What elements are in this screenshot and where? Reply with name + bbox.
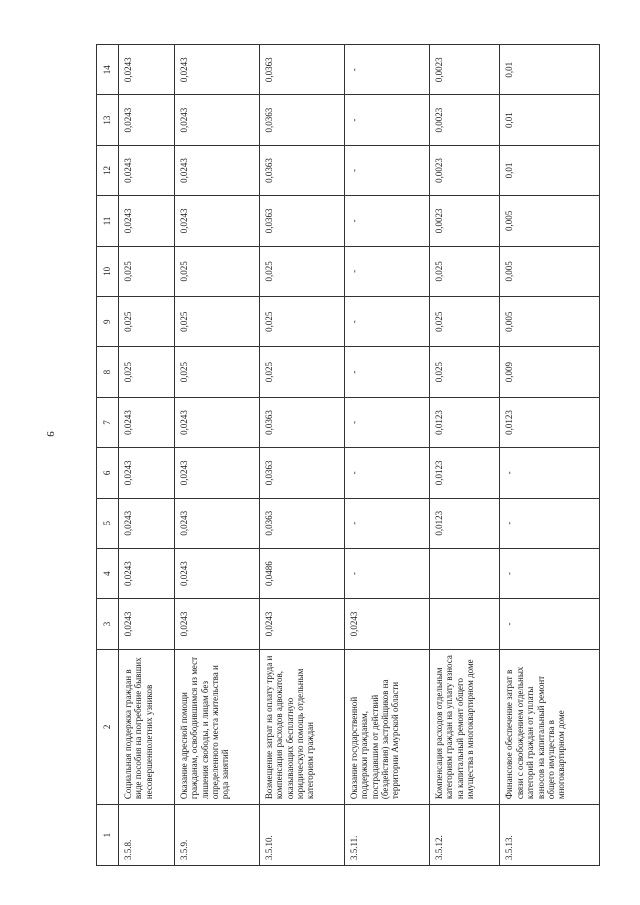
- value-cell: 0,0243: [345, 599, 430, 649]
- row-name: Финансовое обеспечение затрат в связи с освобождением отдельных категорий граждан от уплаты взносов на капитальный ремонт общего имущества в многоквартирном доме: [500, 649, 600, 804]
- value-cell: 0,0023: [429, 145, 500, 195]
- value-cell: [429, 548, 500, 598]
- value-cell: 0,0023: [429, 45, 500, 95]
- table-row: [429, 45, 500, 866]
- column-header-1: 1: [97, 805, 119, 866]
- column-header-4: 4: [97, 548, 119, 598]
- table-body: [119, 45, 600, 866]
- value-cell: 0,025: [119, 297, 175, 347]
- column-header-6: 6: [97, 448, 119, 498]
- value-cell: 0,0243: [175, 95, 260, 145]
- row-code: 3.5.10.: [260, 805, 345, 866]
- value-cell: 0,0243: [119, 45, 175, 95]
- value-cell: 0,025: [175, 246, 260, 296]
- table-row: [119, 45, 175, 866]
- value-cell: 0,009: [500, 347, 600, 397]
- value-cell: 0,0123: [500, 397, 600, 447]
- value-cell: -: [345, 95, 430, 145]
- value-cell: -: [500, 448, 600, 498]
- column-header-10: 10: [97, 246, 119, 296]
- column-header-8: 8: [97, 347, 119, 397]
- column-header-11: 11: [97, 196, 119, 246]
- value-cell: 0,0243: [119, 196, 175, 246]
- row-code: 3.5.11.: [345, 805, 430, 866]
- value-cell: 0,0123: [429, 498, 500, 548]
- row-name: Оказание адресной помощи гражданам, освободившимся из мест лишения свободы, и лицам без определенного места жительства и рода занятий: [175, 649, 260, 804]
- value-cell: 0,0363: [260, 45, 345, 95]
- value-cell: 0,0243: [119, 548, 175, 598]
- value-cell: 0,0243: [119, 448, 175, 498]
- value-cell: 0,025: [260, 347, 345, 397]
- table-row: [500, 45, 600, 866]
- value-cell: 0,005: [500, 297, 600, 347]
- row-code: 3.5.8.: [119, 805, 175, 866]
- value-cell: 0,025: [429, 246, 500, 296]
- value-cell: 0,005: [500, 246, 600, 296]
- value-cell: 0,0243: [175, 196, 260, 246]
- column-header-7: 7: [97, 397, 119, 447]
- row-name: Возмещение затрат на оплату труда и компенсация расходов адвокатов, оказывающих бесплатную юридическую помощь отдельным категориям граждан: [260, 649, 345, 804]
- value-cell: 0,0363: [260, 196, 345, 246]
- value-cell: 0,0363: [260, 95, 345, 145]
- column-header-5: 5: [97, 498, 119, 548]
- value-cell: -: [345, 246, 430, 296]
- value-cell: -: [345, 145, 430, 195]
- value-cell: 0,0363: [260, 448, 345, 498]
- value-cell: 0,025: [429, 297, 500, 347]
- value-cell: 0,025: [260, 246, 345, 296]
- row-code: 3.5.13.: [500, 805, 600, 866]
- value-cell: 0,01: [500, 45, 600, 95]
- value-cell: -: [345, 347, 430, 397]
- landscape-sheet: [96, 44, 600, 866]
- value-cell: 0,0243: [175, 397, 260, 447]
- table-row: [345, 45, 430, 866]
- value-cell: 0,025: [119, 246, 175, 296]
- value-cell: 0,01: [500, 145, 600, 195]
- value-cell: 0,0243: [260, 599, 345, 649]
- value-cell: -: [345, 498, 430, 548]
- value-cell: 0,0243: [175, 548, 260, 598]
- value-cell: 0,0363: [260, 397, 345, 447]
- value-cell: -: [345, 548, 430, 598]
- table-row: [175, 45, 260, 866]
- value-cell: -: [345, 297, 430, 347]
- row-code: 3.5.12.: [429, 805, 500, 866]
- value-cell: -: [345, 45, 430, 95]
- value-cell: 0,0243: [119, 397, 175, 447]
- value-cell: -: [500, 599, 600, 649]
- value-cell: 0,0243: [119, 498, 175, 548]
- value-cell: -: [345, 397, 430, 447]
- value-cell: 0,0123: [429, 397, 500, 447]
- column-header-2: 2: [97, 649, 119, 804]
- value-cell: 0,0243: [119, 599, 175, 649]
- column-header-14: 14: [97, 45, 119, 95]
- value-cell: 0,0243: [175, 145, 260, 195]
- value-cell: -: [500, 548, 600, 598]
- value-cell: [429, 599, 500, 649]
- value-cell: -: [500, 498, 600, 548]
- value-cell: 0,0243: [119, 145, 175, 195]
- indicator-table: [96, 44, 600, 866]
- value-cell: 0,0243: [119, 95, 175, 145]
- value-cell: 0,0243: [175, 448, 260, 498]
- value-cell: -: [345, 196, 430, 246]
- column-header-13: 13: [97, 95, 119, 145]
- row-name: Компенсация расходов отдельным категориям граждан на уплату взноса на капитальный ремонт общего имущества в многоквартирном доме: [429, 649, 500, 804]
- row-name: Социальная поддержка граждан в виде пособия на погребение бывших несовершеннолетних узников: [119, 649, 175, 804]
- value-cell: 0,025: [175, 347, 260, 397]
- value-cell: 0,0363: [260, 145, 345, 195]
- rotated-table-area: [96, 44, 600, 866]
- value-cell: 0,0123: [429, 448, 500, 498]
- page-number: 9: [44, 431, 56, 437]
- value-cell: 0,0023: [429, 196, 500, 246]
- value-cell: 0,025: [260, 297, 345, 347]
- value-cell: -: [345, 448, 430, 498]
- value-cell: 0,005: [500, 196, 600, 246]
- table-row: [260, 45, 345, 866]
- value-cell: 0,0243: [175, 45, 260, 95]
- value-cell: 0,0486: [260, 548, 345, 598]
- value-cell: 0,0243: [175, 599, 260, 649]
- column-header-9: 9: [97, 297, 119, 347]
- value-cell: 0,025: [175, 297, 260, 347]
- value-cell: 0,0243: [175, 498, 260, 548]
- value-cell: 0,01: [500, 95, 600, 145]
- value-cell: 0,0363: [260, 498, 345, 548]
- value-cell: 0,025: [119, 347, 175, 397]
- row-code: 3.5.9.: [175, 805, 260, 866]
- header-row: [97, 45, 119, 866]
- row-name: Оказание государственной поддержки гражданам, пострадавшим от действий (бездействия) застройщиков на территории Амурской области: [345, 649, 430, 804]
- column-header-12: 12: [97, 145, 119, 195]
- value-cell: 0,025: [429, 347, 500, 397]
- value-cell: 0,0023: [429, 95, 500, 145]
- column-header-3: 3: [97, 599, 119, 649]
